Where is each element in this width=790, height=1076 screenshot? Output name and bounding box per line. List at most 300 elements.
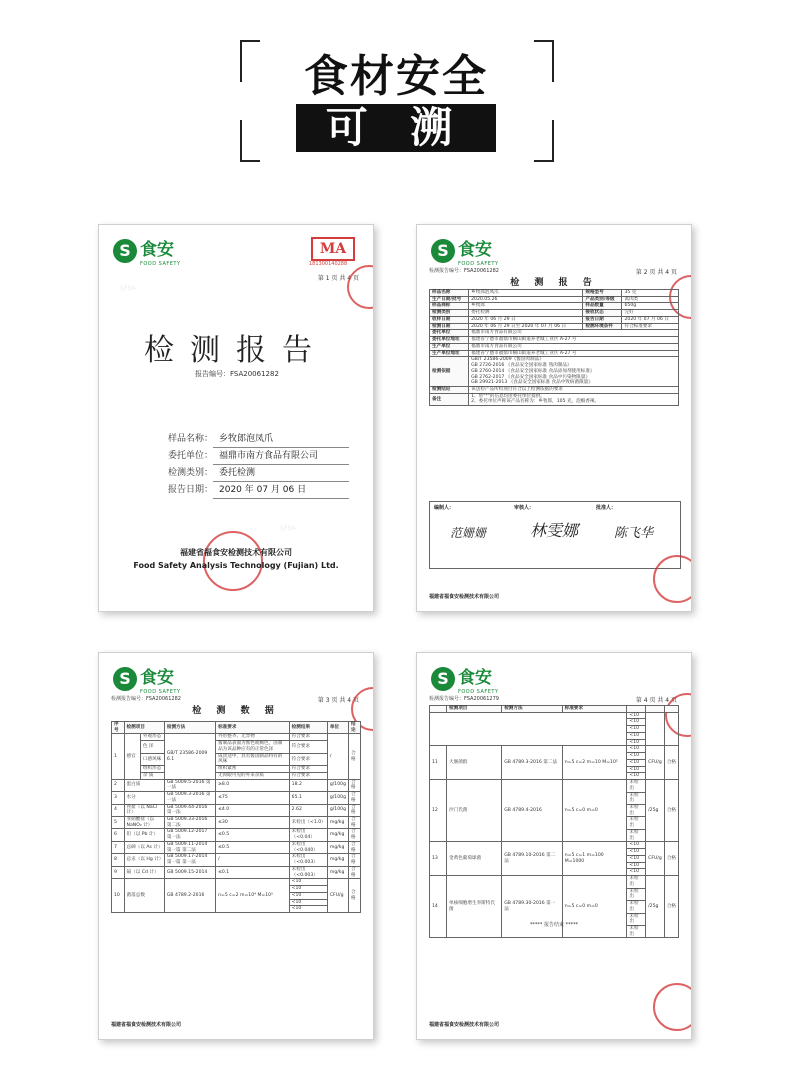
column-header: 检测方法 — [164, 722, 215, 734]
table-cell: 组织紧密 — [216, 766, 290, 773]
logo-name: 食安 — [140, 240, 174, 260]
table-cell: g/100g — [327, 804, 348, 816]
corner-bracket-top-left — [240, 40, 260, 82]
table-cell: GB 5009.12-2017 第一法 — [164, 829, 215, 841]
table-cell: 合格 — [664, 876, 678, 938]
table-cell: CFU/g — [327, 879, 348, 913]
table-cell: 65.1 — [289, 792, 327, 804]
table-cell: 合格 — [349, 779, 361, 791]
table-cell: 委托单位地址 — [430, 337, 469, 344]
table-row — [430, 330, 679, 337]
page-number: 第 4 页 共 4 页 — [635, 697, 677, 704]
table-cell: 感官 — [124, 734, 140, 779]
watermark: ◎FSA — [279, 525, 296, 532]
report-end-mark: ***** 报告结束 ***** — [529, 922, 579, 928]
table-cell — [664, 712, 678, 746]
table-cell: 2020.05.26 — [469, 296, 583, 303]
table-cell: ≥8.0 — [216, 779, 290, 791]
table-row — [430, 876, 679, 888]
table-cell: mg/kg — [327, 841, 348, 853]
table-cell: 食盐（以 NaCl 计） — [124, 804, 164, 816]
table-cell: / — [216, 854, 290, 866]
table-cell: 14 — [430, 876, 447, 938]
remark-line: 2、委托单位声称该产品名称为：乡牧郎，105 克，泡椒香辣。 — [471, 399, 600, 405]
table-cell: 未检出 — [627, 829, 646, 841]
footer-company: 福建省福食安检测技术有限公司 — [429, 594, 500, 600]
table-cell: 生产单位 — [430, 343, 469, 350]
table-cell: 生产日期/批号 — [430, 296, 469, 303]
table-cell: 该送检产品所检项目符合以上检测依据的要求 — [469, 387, 679, 394]
table-cell: / — [327, 734, 348, 779]
table-row — [430, 290, 679, 297]
table-cell: mg/kg — [327, 854, 348, 866]
sign-label: 批准人： — [596, 505, 617, 511]
table-cell: GB 5009.44-2016 第一法 — [164, 804, 215, 816]
table-cell: 符合标准要求 — [622, 323, 679, 330]
table-cell: 合格 — [349, 792, 361, 804]
table-cell — [646, 712, 665, 746]
food-safety-logo-icon: S — [431, 667, 455, 691]
table-cell: 样品名称 — [430, 290, 469, 297]
table-cell: 色 泽 — [140, 741, 164, 753]
table-cell: 总汞（以 Hg 计） — [124, 854, 164, 866]
table-cell: 合格 — [349, 829, 361, 841]
column-header: 序号 — [112, 722, 125, 734]
test-data-table — [111, 721, 361, 913]
report-summary-page[interactable] — [416, 224, 692, 612]
signature-approver: 陈飞华 — [614, 526, 654, 541]
table-cell: ≤4.0 — [216, 804, 290, 816]
food-safety-logo — [113, 237, 203, 271]
cma-number: 181300140288 — [309, 261, 348, 267]
food-safety-logo — [113, 665, 203, 699]
table-cell: GB 4789.3-2016 第二法 — [502, 746, 563, 780]
table-cell: <10 — [289, 892, 327, 899]
basis-line: GB 29921-2013 《食品安全国家标准 食品中致病菌限量》 — [471, 380, 593, 386]
table-cell: n=5 c=2 m=10⁴ M=10⁵ — [216, 879, 290, 913]
red-seal-stamp-icon — [653, 983, 692, 1031]
table-cell: 合格 — [349, 841, 361, 853]
table-cell: n=5 c=1 m=100 M=1000 — [562, 842, 627, 876]
table-cell: 合格 — [349, 866, 361, 878]
table-cell: 组织形态 — [140, 766, 164, 773]
table-cell: 2020 年 06 月 29 日 — [469, 316, 583, 323]
column-header: 检测项目 — [447, 706, 502, 713]
table-cell: 未检出（<0.003） — [289, 854, 327, 866]
table-cell — [469, 357, 679, 387]
table-cell: 2.62 — [289, 804, 327, 816]
table-row — [430, 316, 679, 323]
table-cell: 2 — [112, 779, 125, 791]
column-header — [627, 706, 646, 713]
table-cell: <10 — [627, 855, 646, 862]
cover-info-table — [157, 431, 349, 499]
column-header: 标准要求 — [216, 722, 290, 734]
table-row — [112, 772, 361, 779]
table-cell: 未检出 — [627, 805, 646, 817]
sample-info-table — [429, 289, 679, 406]
info-label: 委托单位： — [167, 451, 213, 461]
table-cell: GB 5009.15-2014 — [164, 866, 215, 878]
table-cell: 未检出 — [627, 913, 646, 925]
info-value: 委托检测 — [213, 465, 349, 482]
table-cell: 委托检测 — [469, 310, 583, 317]
column-header: 标准要求 — [562, 706, 627, 713]
table-cell: <10 — [627, 759, 646, 766]
cma-mark-icon: MA — [311, 237, 355, 261]
table-cell: <10 — [627, 869, 646, 876]
remark-line: 1、带"*"的信息均由委托单位提供。 — [471, 393, 545, 399]
table-cell: 福鼎市南方食品有限公司 — [469, 330, 679, 337]
table-cell: 35 克 — [622, 290, 679, 297]
table-cell: 2020 年 07 月 06 日 — [622, 316, 679, 323]
table-row — [112, 817, 361, 829]
table-cell: 合格 — [664, 842, 678, 876]
table-cell: <10 — [627, 726, 646, 733]
table-cell: n=5 c=2 m=10 M=10² — [562, 746, 627, 780]
micro-data-page[interactable] — [416, 652, 692, 1040]
report-cover-page[interactable] — [98, 224, 374, 612]
table-cell: n=5 c=0 m=0 — [562, 876, 627, 938]
table-cell: mg/kg — [327, 817, 348, 829]
table-cell: 未检出 — [627, 780, 646, 792]
logo-name: 食安 — [458, 240, 492, 260]
corner-bracket-bottom-left — [240, 120, 260, 162]
table-cell: GB 5009.3-2016 第一法 — [164, 792, 215, 804]
info-value: 福鼎市南方食品有限公司 — [213, 448, 349, 465]
table-row — [430, 393, 679, 405]
table-cell: 合格 — [349, 734, 361, 779]
report-number: 检测报告编号：FSA20061279 — [429, 696, 499, 702]
table-row — [112, 766, 361, 773]
test-data-page[interactable] — [98, 652, 374, 1040]
table-cell: <10 — [627, 746, 646, 753]
table-cell: 大肠菌群 — [447, 746, 502, 780]
table-cell: 福建省宁德市福鼎市桐山街道养老城工业区 A-27 号 — [469, 350, 679, 357]
table-cell: 报告日期 — [583, 316, 622, 323]
table-cell: 11 — [430, 746, 447, 780]
table-cell: 完好 — [622, 310, 679, 317]
table-row — [112, 792, 361, 804]
info-row — [157, 465, 349, 482]
table-cell: 检测日期 — [430, 323, 469, 330]
column-header — [646, 706, 665, 713]
table-cell: 口感风味 — [140, 753, 164, 765]
table-row — [112, 829, 361, 841]
food-safety-logo-icon: S — [113, 667, 137, 691]
table-cell — [469, 393, 679, 405]
table-header-row — [112, 722, 361, 734]
logo-name: 食安 — [458, 668, 492, 688]
report-number: 报告编号：FSA20061282 — [195, 370, 279, 378]
table-cell: 未检出 — [627, 888, 646, 900]
table-cell: 蛋白质 — [124, 779, 164, 791]
table-cell: 未检出 — [627, 925, 646, 937]
table-cell: ≤0.1 — [216, 866, 290, 878]
table-cell: 12 — [430, 780, 447, 842]
table-cell: 18.2 — [289, 779, 327, 791]
basis-line: GB 2760-2014 《食品安全国家标准 食品添加剂使用标准》 — [471, 368, 595, 374]
table-cell: 合格 — [664, 746, 678, 780]
table-cell: <10 — [627, 773, 646, 780]
table-cell: mg/kg — [327, 829, 348, 841]
table-cell: GB 4789.10-2016 第二法 — [502, 842, 563, 876]
watermark: ◎FSA — [119, 285, 136, 292]
table-cell: 咸淡适中，具有酱卤制品特有的风味 — [216, 753, 290, 765]
basis-line: GB 2726-2016 《食品安全国家标准 熟肉制品》 — [471, 363, 572, 369]
page-number: 第 1 页 共 4 页 — [317, 275, 359, 282]
table-cell: GB 5009.11-2014 第一篇 第二法 — [164, 841, 215, 853]
table-cell: 检测结论 — [430, 387, 469, 394]
table-cell: 规格型号 — [583, 290, 622, 297]
sign-label: 编制人： — [434, 505, 455, 511]
table-cell: 符合要求 — [289, 753, 327, 765]
logo-subtitle: FOOD SAFETY — [140, 261, 181, 267]
table-row — [430, 842, 679, 849]
table-cell: ≤30 — [216, 817, 290, 829]
page-number: 第 3 页 共 4 页 — [317, 697, 359, 704]
table-cell: 未检出（<0.003） — [289, 866, 327, 878]
corner-bracket-bottom-right — [534, 120, 554, 162]
column-header — [664, 706, 678, 713]
logo-subtitle: FOOD SAFETY — [458, 261, 499, 267]
table-row — [430, 357, 679, 387]
table-row — [430, 323, 679, 330]
basis-line: GB/T 23586-2009《酱卤肉制品》 — [471, 357, 544, 363]
table-cell: <10 — [627, 753, 646, 760]
table-cell: GB/T 23586-2009 6.1 — [164, 734, 215, 779]
table-cell: 5 — [112, 817, 125, 829]
table-cell: <10 — [627, 739, 646, 746]
table-cell: 3 — [112, 792, 125, 804]
company-name-cn: 福建省福食安检测技术有限公司 — [180, 548, 292, 557]
table-cell: n=5 c=0 m=0 — [562, 780, 627, 842]
table-cell: 合格 — [664, 780, 678, 842]
table-cell: <10 — [627, 712, 646, 719]
company-name-en: Food Safety Analysis Technology (Fujian) Ltd. — [133, 561, 339, 570]
table-cell: 收样日期 — [430, 316, 469, 323]
footer-company: 福建省福食安检测技术有限公司 — [429, 1022, 500, 1028]
table-header-row — [430, 706, 679, 713]
food-safety-logo — [431, 237, 521, 271]
table-cell: 650g — [622, 303, 679, 310]
table-row — [112, 779, 361, 791]
table-cell: 外观形态 — [140, 734, 164, 741]
table-cell: ≤75 — [216, 792, 290, 804]
table-cell: 13 — [430, 842, 447, 876]
table-cell: <10 — [289, 906, 327, 913]
table-cell: 亚硝酸盐（以 NaNO₂ 计） — [124, 817, 164, 829]
table-cell: CFU/g — [646, 842, 665, 876]
table-cell: 乡牧郎泡凤爪 — [469, 290, 583, 297]
table-cell: g/100g — [327, 779, 348, 791]
info-row — [157, 482, 349, 499]
table-cell: 无肉眼可见的外来杂质 — [216, 772, 290, 779]
table-cell: CFU/g — [646, 746, 665, 780]
info-label: 样品名称： — [167, 434, 213, 444]
table-cell: 铅（以 Pb 计） — [124, 829, 164, 841]
table-cell: 合格 — [349, 817, 361, 829]
table-cell: 未检出 — [627, 876, 646, 888]
table-cell: 符合要求 — [289, 766, 327, 773]
section-title: 检 测 报 告 — [510, 278, 598, 288]
table-cell: 样品商标 — [430, 303, 469, 310]
table-cell — [430, 712, 627, 746]
table-cell: /25g — [646, 876, 665, 938]
table-row — [430, 310, 679, 317]
table-cell: ≤0.5 — [216, 829, 290, 841]
logo-subtitle: FOOD SAFETY — [458, 689, 499, 695]
basis-line: GB 2762-2017 《食品安全国家标准 食品中污染物限量》 — [471, 374, 590, 380]
logo-subtitle: FOOD SAFETY — [140, 689, 181, 695]
table-cell: 7 — [112, 841, 125, 853]
table-cell: 乡牧郎 — [469, 303, 583, 310]
info-label: 报告日期： — [167, 485, 213, 495]
food-safety-logo-icon: S — [113, 239, 137, 263]
table-row — [430, 746, 679, 753]
table-cell: 未检出（<1.0） — [289, 817, 327, 829]
info-row — [157, 431, 349, 448]
info-value: 乡牧郎泡凤爪 — [213, 431, 349, 448]
table-cell: 未检出 — [627, 817, 646, 829]
table-cell: <10 — [289, 899, 327, 906]
table-cell: 福鼎市南方食品有限公司 — [469, 343, 679, 350]
micro-data-table — [429, 705, 679, 938]
table-row — [430, 780, 679, 792]
report-number: 检测报告编号：FSA20061282 — [111, 696, 181, 702]
table-cell: 菌落总数 — [124, 879, 164, 913]
table-cell: 禽肉类 — [622, 296, 679, 303]
table-row — [112, 734, 361, 741]
table-cell: 未检出 — [627, 901, 646, 913]
table-cell: 合格 — [349, 879, 361, 913]
page-number: 第 2 页 共 4 页 — [635, 269, 677, 276]
table-cell: 2020 年 06 月 29 日至 2020 年 07 月 06 日 — [469, 323, 583, 330]
table-cell: 沙门氏菌 — [447, 780, 502, 842]
table-cell: 单核细胞增生李斯特氏菌 — [447, 876, 502, 938]
food-safety-logo — [431, 665, 521, 699]
table-cell: 接收状态 — [583, 310, 622, 317]
sign-label: 审核人： — [514, 505, 535, 511]
table-cell: 福建省宁德市福鼎市桐山街道养老城工业区 A-27 号 — [469, 337, 679, 344]
column-header: 单位 — [327, 722, 348, 734]
banner-title-line2: 可 溯 源 — [296, 104, 496, 152]
table-cell: 总砷（以 As 计） — [124, 841, 164, 853]
column-header: 检测项目 — [124, 722, 164, 734]
food-safety-logo-icon: S — [431, 239, 455, 263]
table-cell: 符合要求 — [289, 741, 327, 753]
column-header: 结论 — [349, 722, 361, 734]
info-label: 检测类别： — [167, 468, 213, 478]
table-cell: 金黄色葡萄球菌 — [447, 842, 502, 876]
table-row — [430, 712, 679, 719]
banner — [0, 0, 790, 200]
table-cell: 符合要求 — [289, 734, 327, 741]
banner-title-line1: 食材安全 — [296, 52, 496, 102]
table-row — [112, 741, 361, 753]
table-cell: 6 — [112, 829, 125, 841]
table-row — [112, 841, 361, 853]
table-cell: 未检出（<0.040） — [289, 841, 327, 853]
table-cell: GB 4789.30-2016 第一法 — [502, 876, 563, 938]
report-number: 检测报告编号：FSA20061282 — [429, 268, 499, 274]
table-cell: 委托单位 — [430, 330, 469, 337]
table-cell: <10 — [627, 766, 646, 773]
table-cell: 4 — [112, 804, 125, 816]
table-cell: 未检出（<0.04） — [289, 829, 327, 841]
table-row — [112, 879, 361, 886]
signature-reviewer: 林雯娜 — [530, 521, 579, 540]
table-row — [112, 753, 361, 765]
signature-box — [429, 501, 681, 569]
table-row — [112, 866, 361, 878]
table-row — [430, 350, 679, 357]
corner-bracket-top-right — [534, 40, 554, 82]
table-cell: 检测依据 — [430, 357, 469, 387]
table-row — [430, 387, 679, 394]
table-cell: GB 4789.4-2016 — [502, 780, 563, 842]
table-cell: <10 — [289, 879, 327, 886]
table-cell: 合格 — [349, 854, 361, 866]
table-cell: GB 5009.17-2014 第一篇 第一法 — [164, 854, 215, 866]
table-cell: <10 — [289, 886, 327, 893]
table-cell: <10 — [627, 862, 646, 869]
table-cell: 合格 — [349, 804, 361, 816]
signature-compiler: 范姗姗 — [450, 526, 487, 540]
table-cell: ≤0.5 — [216, 841, 290, 853]
red-seal-stamp-icon — [347, 265, 374, 309]
info-value: 2020 年 07 月 06 日 — [213, 482, 349, 499]
table-row — [430, 343, 679, 350]
table-row — [430, 296, 679, 303]
table-cell: 产品类别/等级 — [583, 296, 622, 303]
table-cell: 杂 质 — [140, 772, 164, 779]
report-title: 检测报告 — [144, 333, 328, 368]
table-cell: 8 — [112, 854, 125, 866]
table-cell: 符合要求 — [289, 772, 327, 779]
table-cell: <10 — [627, 842, 646, 849]
column-header — [430, 706, 447, 713]
table-cell: GB 5009.5-2016 第一法 — [164, 779, 215, 791]
table-cell: 酱制品表面为酱色或褐色，卤制品为该品种应有的正常色泽 — [216, 741, 290, 753]
table-cell: 9 — [112, 866, 125, 878]
footer-company: 福建省福食安检测技术有限公司 — [111, 1022, 182, 1028]
table-cell: g/100g — [327, 792, 348, 804]
table-cell: 检测环境条件 — [583, 323, 622, 330]
table-row — [112, 804, 361, 816]
table-cell: <10 — [627, 849, 646, 856]
table-cell: 1 — [112, 734, 125, 779]
table-cell: 镉（以 Cd 计） — [124, 866, 164, 878]
table-cell: 检测类别 — [430, 310, 469, 317]
table-cell: 外形整齐、无异物 — [216, 734, 290, 741]
table-cell: 水分 — [124, 792, 164, 804]
red-seal-stamp-icon — [653, 555, 692, 603]
table-row — [430, 303, 679, 310]
info-row — [157, 448, 349, 465]
table-cell: 生产单位地址 — [430, 350, 469, 357]
table-cell: GB 5009.33-2016 第二法 — [164, 817, 215, 829]
section-title: 检 测 数 据 — [192, 706, 280, 716]
table-cell: 样品数量 — [583, 303, 622, 310]
column-header: 检测方法 — [502, 706, 563, 713]
table-cell: <10 — [627, 732, 646, 739]
table-cell: <10 — [627, 719, 646, 726]
logo-name: 食安 — [140, 668, 174, 688]
table-cell: mg/kg — [327, 866, 348, 878]
table-row — [112, 854, 361, 866]
table-cell: 未检出 — [627, 792, 646, 804]
